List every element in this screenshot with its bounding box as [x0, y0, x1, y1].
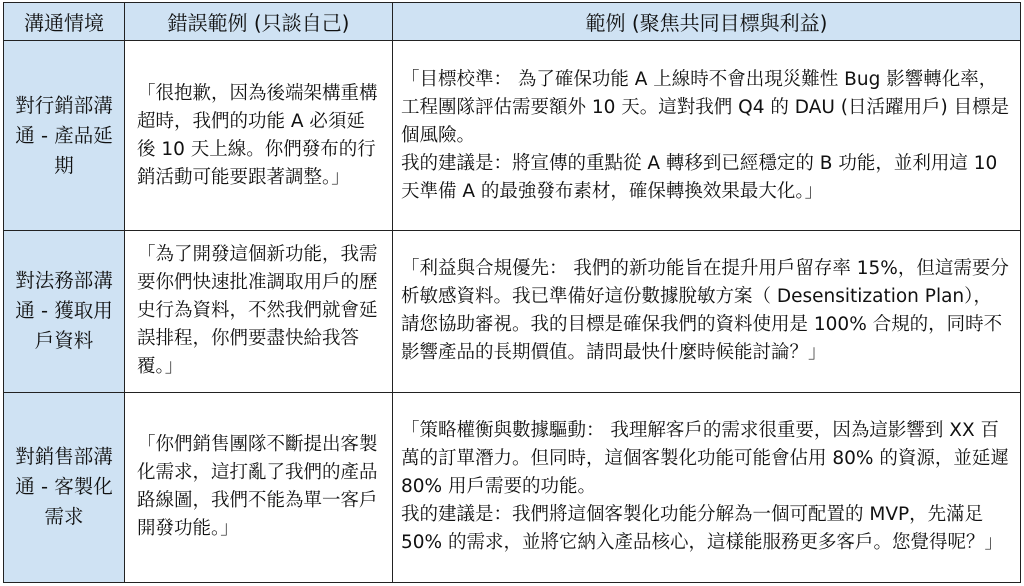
header-situation: 溝通情境	[4, 3, 125, 41]
table-row	[4, 231, 1021, 392]
good-example-cell	[393, 41, 1021, 231]
header-row	[4, 3, 1021, 41]
good-example-paragraph: 「目標校準： 為了確保功能 A 上線時不會出現災難性 Bug 影響轉化率，工程團隊評估需要額外 10 天。這對我們 Q4 的 DAU (日活躍用戶) 目標是個風險。	[401, 68, 1010, 146]
good-example-cell	[393, 231, 1021, 392]
good-example-cell	[393, 392, 1021, 582]
wrong-example-cell: 「很抱歉，因為後端架構重構超時，我們的功能 A 必須延後 10 天上線。你們發布的行銷活動可能要跟著調整。」	[125, 41, 393, 231]
header-wrong-example: 錯誤範例 (只談自己)	[125, 3, 393, 41]
good-example-suggestion: 我的建議是：將宣傳的重點從 A 轉移到已經穩定的 B 功能，並利用這 10 天準備 A 的最強發布素材，確保轉換效果最大化。」	[401, 152, 998, 202]
wrong-example-cell: 「你們銷售團隊不斷提出客製化需求，這打亂了我們的產品路線圖，我們不能為單一客戶開發功能。」	[125, 392, 393, 582]
header-good-example: 範例 (聚焦共同目標與利益)	[393, 3, 1021, 41]
good-example-paragraph: 「利益與合規優先： 我們的新功能旨在提升用戶留存率 15%，但這需要分析敏感資料。我已準備好這份數據脫敏方案（ Desensitization Plan），請您協助審視。我的目標是確保我們的資料使用是 100% 合規的，同時不影響產品的長期價值。請問最快什麼時候能討論？」	[401, 258, 1009, 364]
situation-cell: 對銷售部溝通 - 客製化需求	[4, 392, 125, 582]
table-row	[4, 41, 1021, 231]
good-example-suggestion: 我的建議是：我們將這個客製化功能分解為一個可配置的 MVP，先滿足 50% 的需求，並將它納入產品核心，這樣能服務更多客戶。您覺得呢？」	[401, 504, 1004, 554]
wrong-example-cell: 「為了開發這個新功能，我需要你們快速批准調取用戶的歷史行為資料，不然我們就會延誤排程，你們要盡快給我答覆。」	[125, 231, 393, 392]
communication-examples-table	[3, 2, 1021, 583]
situation-cell: 對行銷部溝通 - 產品延期	[4, 41, 125, 231]
good-example-paragraph: 「策略權衡與數據驅動： 我理解客戶的需求很重要，因為這影響到 XX 百萬的訂單潛力。但同時，這個客製化功能可能會佔用 80% 的資源，並延遲 80% 用戶需要的功能。	[401, 420, 1009, 498]
situation-cell: 對法務部溝通 - 獲取用戶資料	[4, 231, 125, 392]
table-row	[4, 392, 1021, 582]
